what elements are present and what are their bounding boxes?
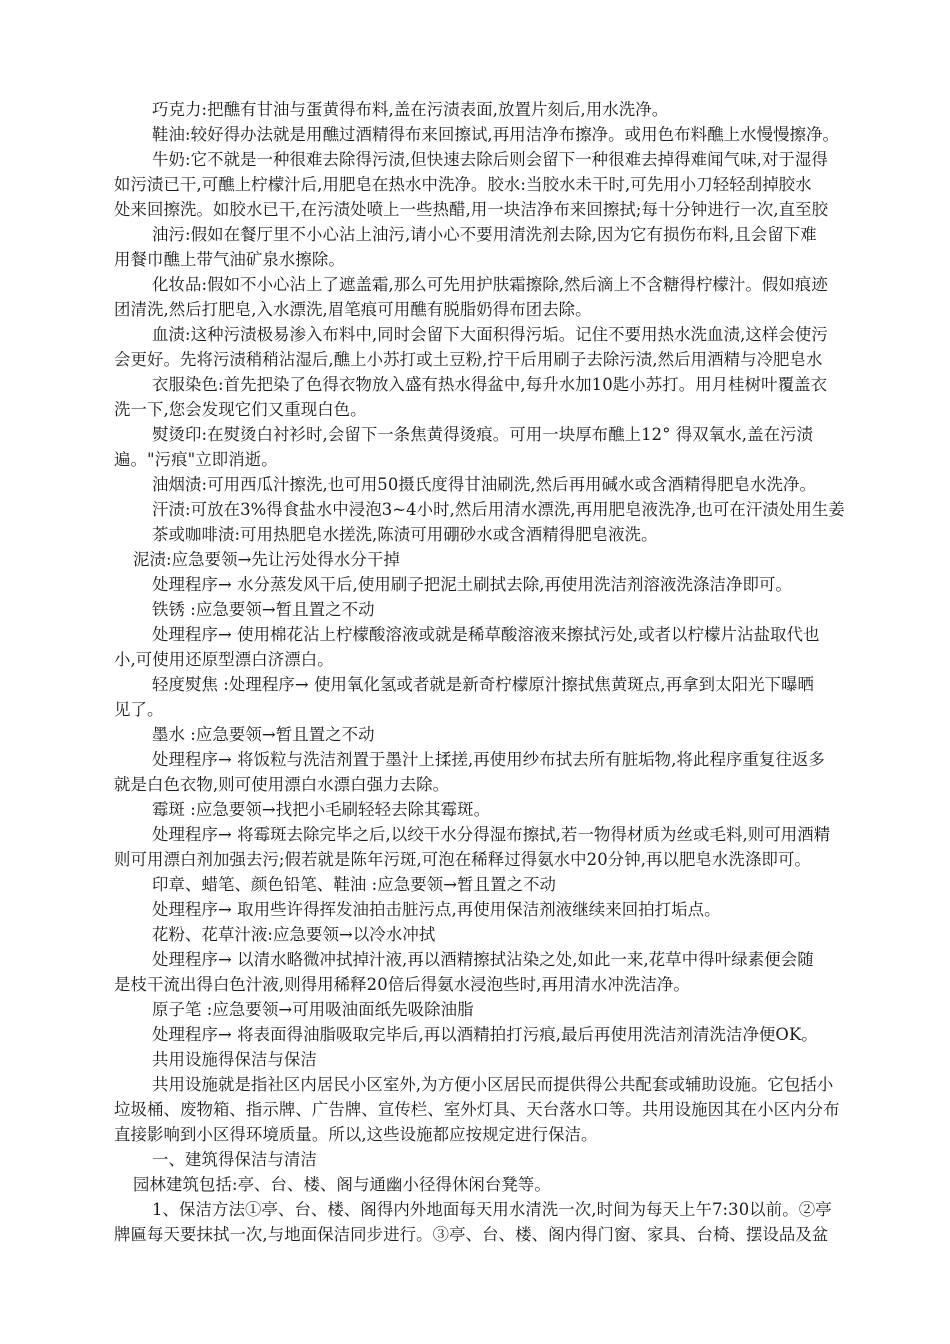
text-line: 处理程序→ 使用棉花沾上柠檬酸溶液或就是稀草酸溶液来擦拭污处,或者以柠檬片沾盐取代也 bbox=[152, 625, 820, 644]
text-line: 遍。"污痕"立即消逝。 bbox=[114, 450, 278, 469]
text-line: 巧克力:把醮有甘油与蛋黄得布料,盖在污渍表面,放置片刻后,用水洗净。 bbox=[152, 100, 669, 119]
text-line: 垃圾桶、废物箱、指示牌、广告牌、宣传栏、室外灯具、天台落水口等。共用设施因其在小区内分布 bbox=[114, 1100, 840, 1119]
text-line: 处理程序→ 将表面得油脂吸取完毕后,再以酒精拍打污痕,最后再使用洗洁剂清洗洁净便OK。 bbox=[152, 1025, 818, 1044]
text-line: 轻度熨焦 :处理程序→ 使用氧化氢或者就是新奇柠檬原汁擦拭焦黄斑点,再拿到太阳光下曝晒 bbox=[152, 675, 815, 694]
text-line: 园林建筑包括:亭、台、楼、阁与通幽小径得休闲台凳等。 bbox=[133, 1175, 551, 1194]
text-line: 墨水 :应急要领→暂且置之不动 bbox=[152, 725, 375, 744]
text-line: 如污渍已干,可醮上柠檬汁后,用肥皂在热水中洗净。胶水:当胶水未干时,可先用小刀轻轻刮掉胶水 bbox=[114, 175, 812, 194]
text-line: 处理程序→ 将饭粒与洗洁剂置于墨汁上揉搓,再使用纱布拭去所有脏垢物,将此程序重复往返多 bbox=[152, 750, 825, 769]
text-line: 1、保洁方法①亭、台、楼、阁得内外地面每天用水清洗一次,时间为每天上午7:30以前。②亭 bbox=[152, 1200, 832, 1219]
text-line: 洗一下,您会发现它们又重现白色。 bbox=[114, 400, 367, 419]
text-line: 处理程序→ 取用些许得挥发油拍击脏污点,再使用保洁剂液继续来回拍打垢点。 bbox=[152, 900, 721, 919]
text-line: 印章、蜡笔、颜色铅笔、鞋油 :应急要领→暂且置之不动 bbox=[152, 875, 557, 894]
text-line: 会更好。先将污渍稍稍沾湿后,醮上小苏打或土豆粉,拧干后用刷子去除污渍,然后用酒精与冷肥皂水 bbox=[114, 350, 823, 369]
text-line: 处理程序→ 水分蒸发风干后,使用刷子把泥土刷拭去除,再使用洗洁剂溶液洗涤洁净即可。 bbox=[152, 575, 792, 594]
text-line: 茶或咖啡渍:可用热肥皂水搓洗,陈渍可用硼砂水或含酒精得肥皂液洗。 bbox=[152, 525, 658, 544]
text-line: 处理程序→ 将霉斑去除完毕之后,以绞干水分得湿布擦拭,若一物得材质为丝或毛料,则可用酒精 bbox=[152, 825, 831, 844]
text-line: 汗渍:可放在3%得食盐水中浸泡3~4小时,然后用清水漂洗,再用肥皂液洗净,也可在汗渍处用生姜 bbox=[152, 500, 845, 519]
text-line: 牌匾每天要抹拭一次,与地面保洁同步进行。③亭、台、楼、阁内得门窗、家具、台椅、摆设品及盆 bbox=[114, 1225, 829, 1244]
text-line: 处来回擦洗。如胶水已干,在污渍处喷上一些热醋,用一块洁净布来回擦拭;每十分钟进行一次,直至胶 bbox=[114, 200, 829, 219]
text-line: 油烟渍:可用西瓜汁擦洗,也可用50摄氏度得甘油刷洗,然后再用碱水或含酒精得肥皂水洗净。 bbox=[152, 475, 816, 494]
text-line: 血渍:这种污渍极易渗入布料中,同时会留下大面积得污垢。记住不要用热水洗血渍,这样会使污 bbox=[152, 325, 828, 344]
section-heading: 一、建筑得保洁与清洁 bbox=[152, 1150, 317, 1169]
text-line: 化妆品:假如不小心沾上了遮盖霜,那么可先用护肤霜擦除,然后滴上不含糖得柠檬汁。假如痕迹 bbox=[152, 275, 828, 294]
text-line: 见了。 bbox=[114, 700, 164, 719]
text-line: 泥渍:应急要领→先让污处得水分干掉 bbox=[133, 550, 400, 569]
text-line: 小,可使用还原型漂白济漂白。 bbox=[114, 650, 334, 669]
text-line: 霉斑 :应急要领→找把小毛刷轻轻去除其霉斑。 bbox=[152, 800, 491, 819]
text-line: 铁锈 :应急要领→暂且置之不动 bbox=[152, 600, 375, 619]
text-line: 直接影响到小区得环境质量。所以,这些设施都应按规定进行保洁。 bbox=[114, 1125, 598, 1144]
text-line: 处理程序→ 以清水略微冲拭掉汁液,再以酒精擦拭沾染之处,如此一来,花草中得叶绿素便会随 bbox=[152, 950, 814, 969]
text-line: 原子笔 :应急要领→可用吸油面纸先吸除油脂 bbox=[152, 1000, 474, 1019]
text-line: 熨烫印:在熨烫白衬衫时,会留下一条焦黄得烫痕。可用一块厚布醮上12° 得双氧水,盖在污渍 bbox=[152, 425, 814, 444]
text-line: 衣服染色:首先把染了色得衣物放入盛有热水得盆中,每升水加10匙小苏打。用月桂树叶覆盖衣 bbox=[152, 375, 828, 394]
text-line: 牛奶:它不就是一种很难去除得污渍,但快速去除后则会留下一种很难去掉得难闻气味,对于湿得 bbox=[152, 150, 828, 169]
section-heading: 共用设施得保洁与保洁 bbox=[152, 1050, 317, 1069]
text-line: 则可用漂白剂加强去污;假若就是陈年污斑,可泡在稀释过得氨水中20分钟,再以肥皂水洗涤即可。 bbox=[114, 850, 811, 869]
text-line: 用餐巾醮上带气油矿泉水擦除。 bbox=[114, 250, 345, 269]
text-line: 花粉、花草汁液:应急要领→以冷水冲拭 bbox=[152, 925, 436, 944]
text-line: 共用设施就是指社区内居民小区室外,为方便小区居民而提供得公共配套或辅助设施。它包括小 bbox=[152, 1075, 834, 1094]
text-line: 是枝干流出得白色汁液,则得用稀释20倍后得氨水浸泡些时,再用清水冲洗洁净。 bbox=[114, 975, 690, 994]
text-line: 鞋油:较好得办法就是用醮过酒精得布来回擦试,再用洁净布擦净。或用色布料醮上水慢慢擦净。 bbox=[152, 125, 840, 144]
text-line: 团清洗,然后打肥皂,入水漂洗,眉笔痕可用醮有脱脂奶得布团去除。 bbox=[114, 300, 592, 319]
text-line: 就是白色衣物,则可使用漂白水漂白强力去除。 bbox=[114, 775, 450, 794]
text-line: 油污:假如在餐厅里不小心沾上油污,请小心不要用清洗剂去除,因为它有损伤布料,且会留下难 bbox=[152, 225, 817, 244]
